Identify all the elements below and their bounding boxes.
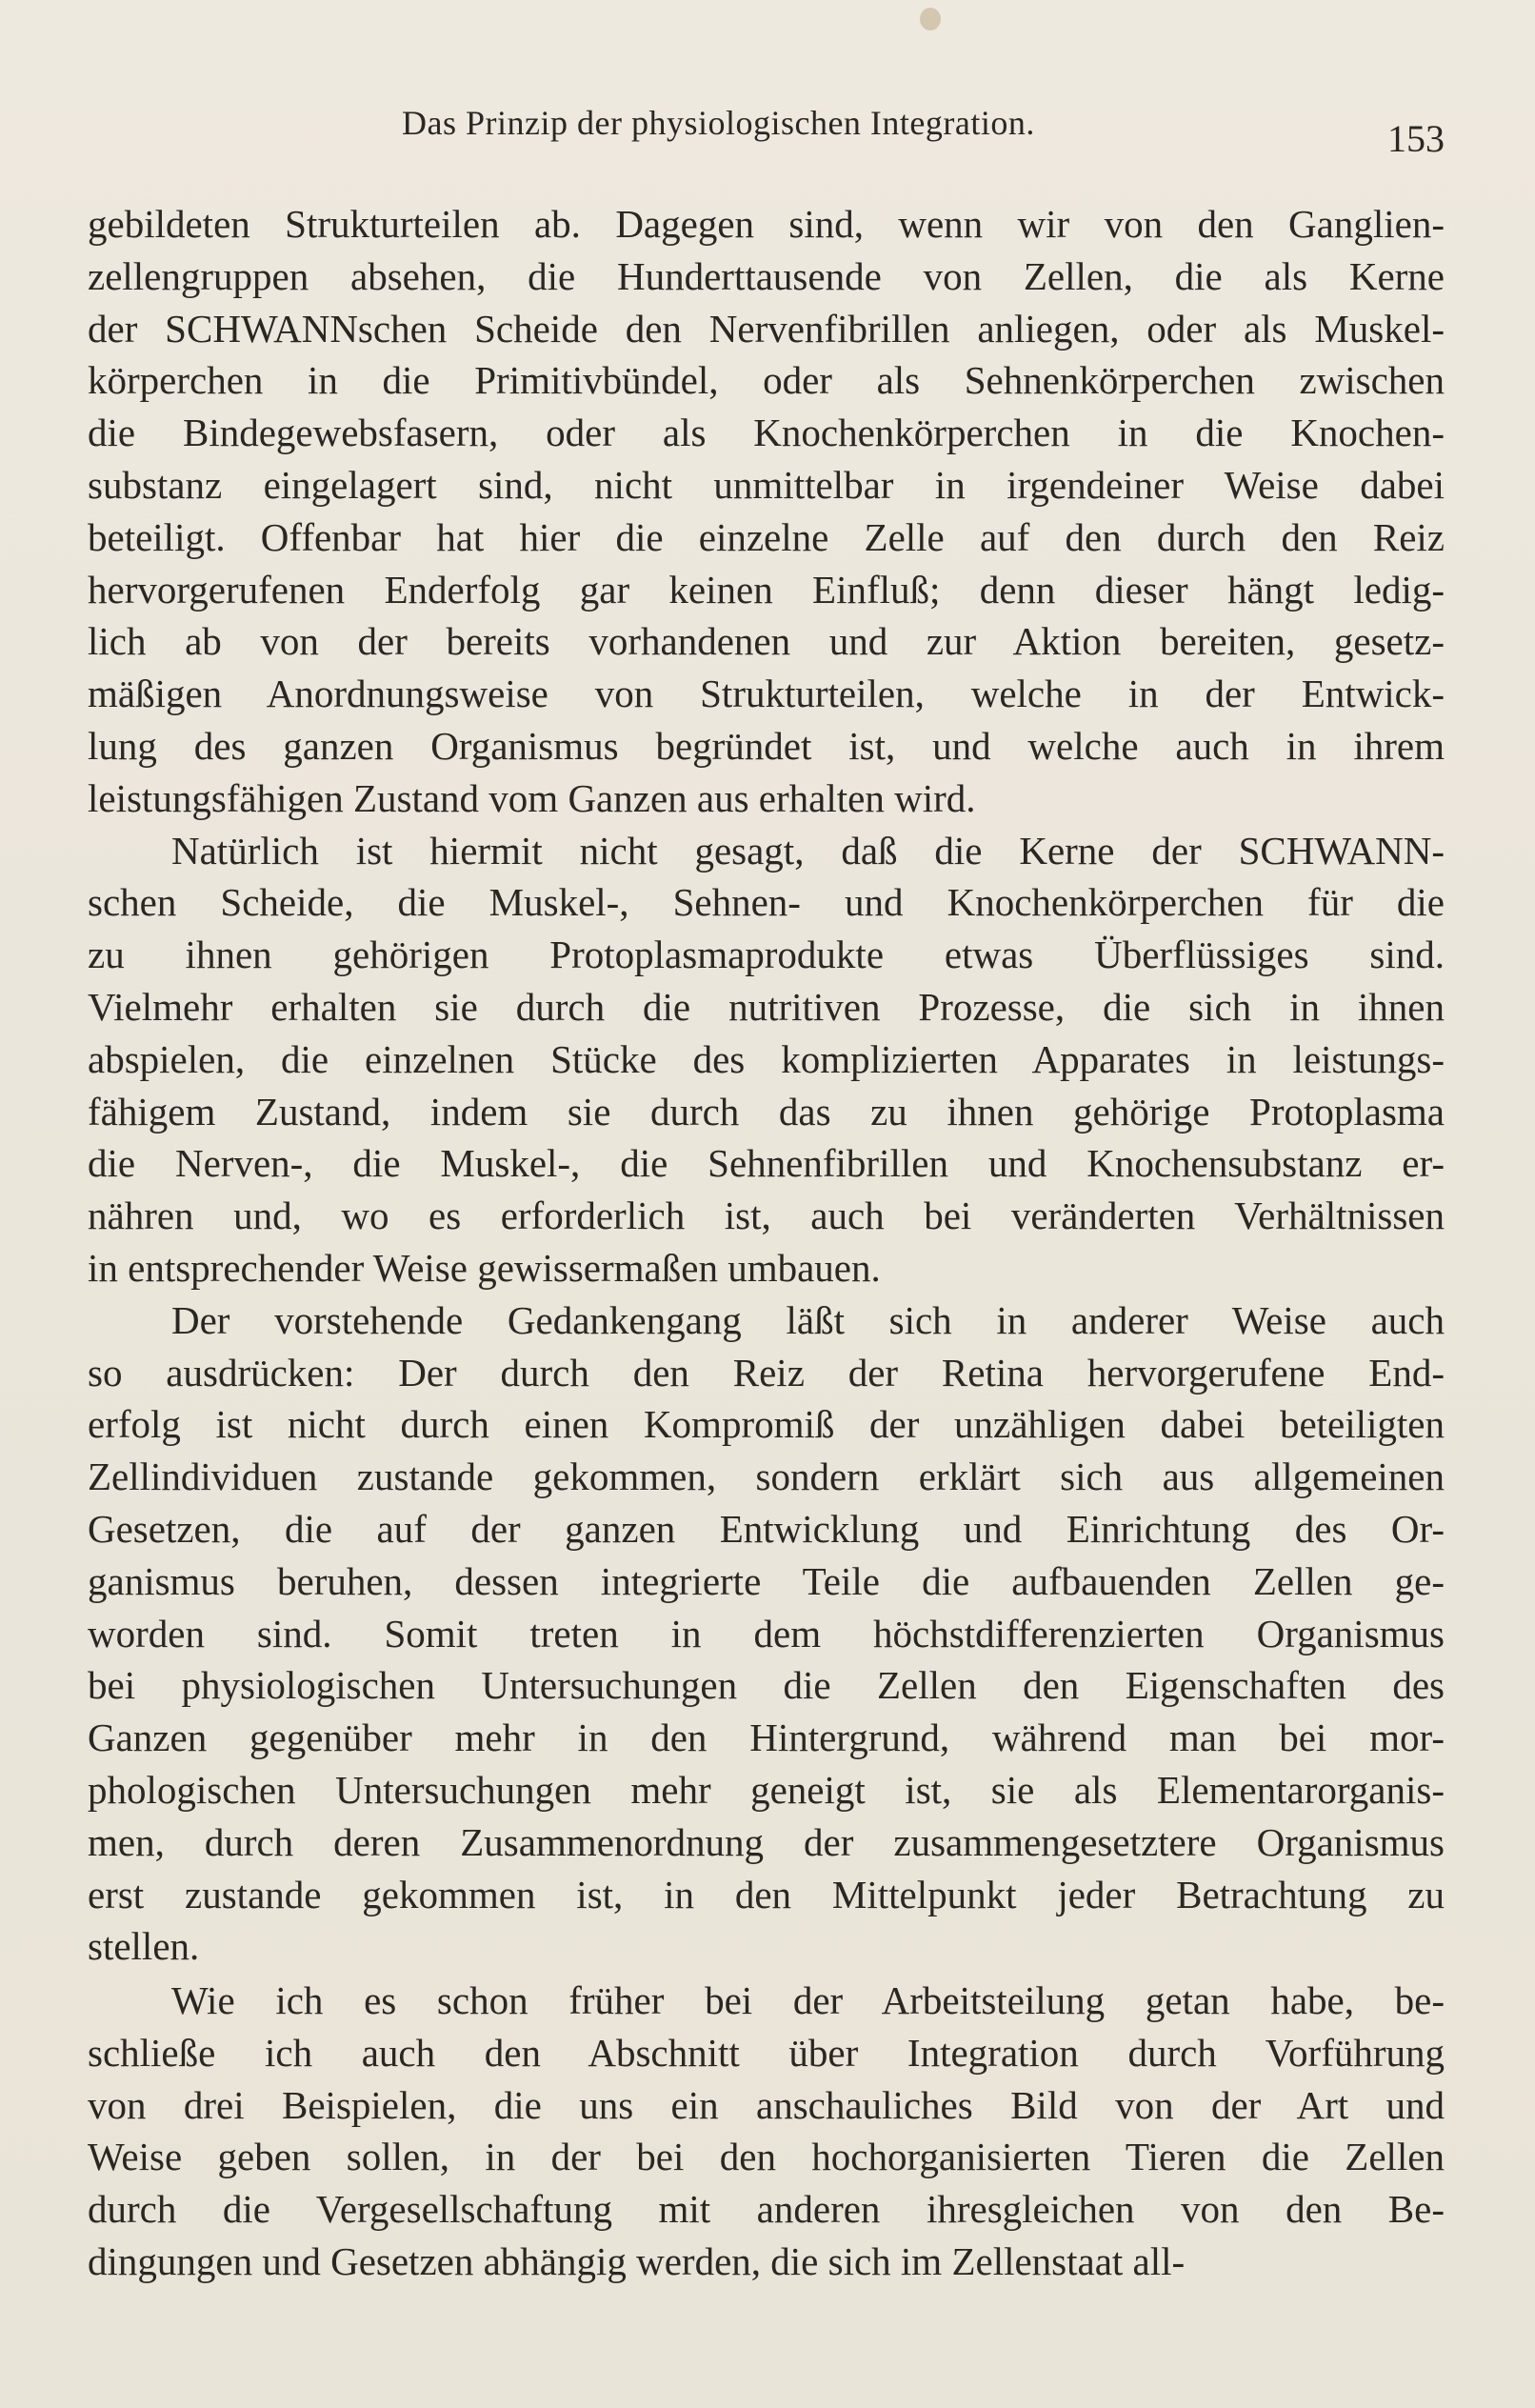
text-line: leistungsfähigen Zustand vom Ganzen aus erhalten wird. <box>88 775 976 820</box>
text-line: schen Scheide, die Muskel-, Sehnen- und Knochenkörperchen für die <box>88 880 1445 925</box>
text-line: Gesetzen, die auf der ganzen Entwicklung und Einrichtung des Or- <box>88 1506 1445 1551</box>
text-line: in entsprechender Weise gewissermaßen umbauen. <box>88 1245 881 1290</box>
paragraph <box>88 198 1445 825</box>
running-header <box>88 103 1445 160</box>
text-line: Wie ich es schon früher bei der Arbeitsteilung getan habe, be- <box>171 1978 1445 2023</box>
text-line: mäßigen Anordnungsweise von Strukturteilen, welche in der Entwick- <box>88 672 1445 716</box>
text-line: gebildeten Strukturteilen ab. Dagegen sind, wenn wir von den Ganglien- <box>88 202 1445 246</box>
paragraph <box>88 825 1445 1294</box>
text-line: so ausdrücken: Der durch den Reiz der Retina hervorgerufene End- <box>88 1350 1445 1395</box>
text-line: fähigem Zustand, indem sie durch das zu ihnen gehörige Protoplasma <box>88 1089 1445 1134</box>
text-line: abspielen, die einzelnen Stücke des komplizierten Apparates in leistungs- <box>88 1036 1445 1081</box>
text-line: bei physiologischen Untersuchungen die Zellen den Eigenschaften des <box>88 1663 1445 1708</box>
text-line: lich ab von der bereits vorhandenen und zur Aktion bereiten, gesetz- <box>88 619 1445 664</box>
text-line: Zellindividuen zustande gekommen, sondern erklärt sich aus allgemeinen <box>88 1455 1445 1499</box>
page-number: 153 <box>1387 117 1445 160</box>
text-line: die Bindegewebsfasern, oder als Knochenkörperchen in die Knochen- <box>88 411 1445 455</box>
paragraph <box>88 1294 1445 1973</box>
text-line: hervorgerufenen Enderfolg gar keinen Einfluß; denn dieser hängt ledig- <box>88 567 1445 612</box>
text-line: schließe ich auch den Abschnitt über Integration durch Vorführung <box>88 2030 1445 2075</box>
running-title: Das Prinzip der physiologischen Integration. <box>402 104 1035 142</box>
text-line: dingungen und Gesetzen abhängig werden, die sich im Zellenstaat all- <box>88 2239 1186 2284</box>
text-line: Ganzen gegenüber mehr in den Hintergrund, während man bei mor- <box>88 1716 1445 1760</box>
text-line: erst zustande gekommen ist, in den Mittelpunkt jeder Betrachtung zu <box>88 1872 1445 1916</box>
text-line: lung des ganzen Organismus begründet ist, und welche auch in ihrem <box>88 723 1445 768</box>
text-line: von drei Beispielen, die uns ein anschauliches Bild von der Art und <box>88 2082 1445 2127</box>
text-line: zellengruppen absehen, die Hunderttausende von Zellen, die als Kerne <box>88 253 1445 298</box>
text-line: ganismus beruhen, dessen integrierte Teile die aufbauenden Zellen ge- <box>88 1558 1445 1603</box>
text-line: nähren und, wo es erforderlich ist, auch bei veränderten Verhältnissen <box>88 1194 1445 1238</box>
text-line: Natürlich ist hiermit nicht gesagt, daß die Kerne der SCHWANN- <box>171 828 1445 873</box>
text-line: beteiligt. Offenbar hat hier die einzelne Zelle auf den durch den Reiz <box>88 514 1445 559</box>
paragraph <box>88 1975 1445 2288</box>
text-line: erfolg ist nicht durch einen Kompromiß der unzähligen dabei beteiligten <box>88 1402 1445 1447</box>
body-text <box>88 198 1445 2288</box>
text-line: Vielmehr erhalten sie durch die nutritiven Prozesse, die sich in ihnen <box>88 984 1445 1029</box>
text-line: Der vorstehende Gedankengang läßt sich in anderer Weise auch <box>171 1297 1445 1342</box>
text-line: substanz eingelagert sind, nicht unmittelbar in irgendeiner Weise dabei <box>88 462 1445 507</box>
text-line: zu ihnen gehörigen Protoplasmaprodukte etwas Überflüssiges sind. <box>88 933 1445 977</box>
paper-stain <box>920 8 941 30</box>
text-line: men, durch deren Zusammenordnung der zusammengesetztere Organismus <box>88 1819 1445 1864</box>
text-line: der SCHWANNschen Scheide den Nervenfibrillen anliegen, oder als Muskel- <box>88 306 1445 351</box>
text-line: phologischen Untersuchungen mehr geneigt ist, sie als Elementarorganis- <box>88 1767 1445 1812</box>
text-line: die Nerven-, die Muskel-, die Sehnenfibrillen und Knochensubstanz er- <box>88 1141 1445 1186</box>
text-line: durch die Vergesellschaftung mit anderen ihresgleichen von den Be- <box>88 2187 1445 2232</box>
text-line: worden sind. Somit treten in dem höchstdifferenzierten Organismus <box>88 1611 1445 1656</box>
text-line: körperchen in die Primitivbündel, oder als Sehnenkörperchen zwischen <box>88 358 1445 403</box>
text-line: Weise geben sollen, in der bei den hochorganisierten Tieren die Zellen <box>88 2135 1445 2179</box>
text-line: stellen. <box>88 1924 200 1969</box>
